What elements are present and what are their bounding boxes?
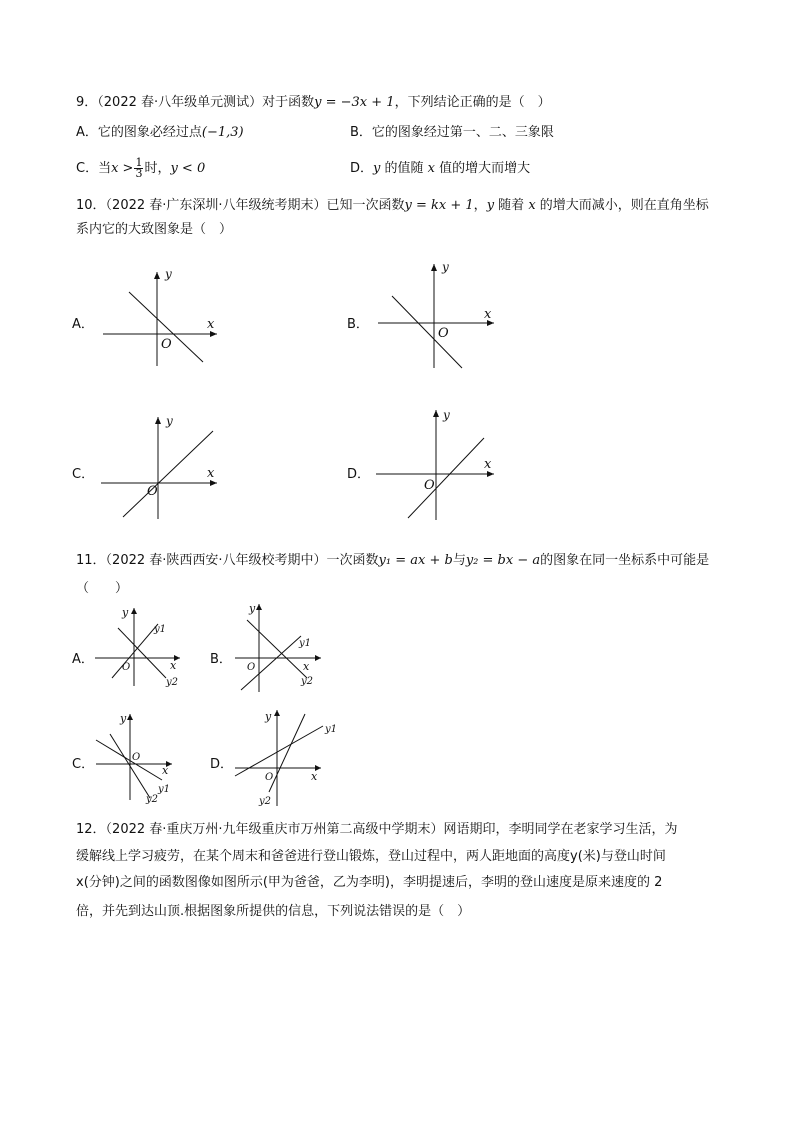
q10-stem-line1: 10．（2022 春·广东深圳·八年级统考期末）已知一次函数y = kx + 1，y 随着 x 的增大而减小，则在直角坐标 (76, 198, 709, 213)
q11-stem-line2: （ ） (76, 581, 129, 596)
origin-label: O (438, 326, 449, 341)
origin-label: O (424, 478, 435, 493)
svg-text:y: y (122, 606, 129, 619)
x-axis-label: x (207, 466, 215, 481)
fraction: $\frac{1}{3}$ (135, 156, 143, 180)
svg-text:O: O (265, 772, 274, 783)
svg-text:y: y (265, 710, 272, 723)
y-axis-label: y (166, 414, 173, 428)
q10-graph-c[interactable] (95, 413, 225, 523)
svg-text:x: x (311, 770, 318, 783)
q12-line2: 缓解线上学习疲劳，在某个周末和爸爸进行登山锻炼，登山过程中，两人距地面的高度y(米)与登山时间 (76, 849, 666, 864)
q9-option-b[interactable]: B．它的图象经过第一、二、三象限 (350, 125, 554, 140)
svg-text:O: O (122, 662, 131, 673)
svg-text:y2: y2 (301, 676, 314, 687)
svg-text:y1: y1 (299, 638, 312, 649)
svg-text:O: O (247, 662, 256, 673)
q10-stem-line2: 系内它的大致图象是（ ） (76, 222, 233, 237)
svg-text:y2: y2 (259, 796, 272, 807)
svg-text:O: O (132, 752, 141, 763)
svg-text:x: x (170, 659, 177, 672)
q11-option-d-label[interactable]: D． (210, 757, 234, 772)
svg-text:y2: y2 (166, 677, 179, 688)
q12-line4: 倍，并先到达山顶.根据图象所提供的信息，下列说法错误的是（ ） (76, 904, 471, 919)
q12-line1: 12．（2022 春·重庆万州·九年级重庆市万州第二高级中学期末）网语期印，李明同学在老家学习生活，为 (76, 822, 678, 837)
q10-option-c-label[interactable]: C． (72, 467, 95, 482)
q9-stem: 9．（2022 春·八年级单元测试）对于函数y = −3x + 1，下列结论正确的是（ ） (76, 95, 551, 110)
x-axis-label: x (484, 457, 492, 472)
origin-label: O (161, 337, 172, 352)
q11-option-c-label[interactable]: C． (72, 757, 95, 772)
q9-option-a[interactable]: A．它的图象必经过点(−1,3) (76, 125, 244, 140)
q11-option-b-label[interactable]: B． (210, 652, 232, 667)
q10-option-b-label[interactable]: B． (347, 317, 369, 332)
q11-graph-c[interactable] (92, 712, 187, 804)
svg-text:y: y (120, 712, 127, 725)
svg-text:y1: y1 (325, 724, 338, 735)
q10-graph-d[interactable] (370, 408, 500, 523)
svg-text:y1: y1 (158, 784, 171, 795)
q10-graph-b[interactable] (370, 260, 500, 375)
svg-text:y1: y1 (154, 624, 167, 635)
y-axis-label: y (443, 408, 450, 422)
y-axis-label: y (442, 260, 449, 274)
x-axis-label: x (207, 317, 215, 332)
q10-option-a-label[interactable]: A． (72, 317, 94, 332)
q11-graph-a[interactable] (92, 606, 187, 688)
q11-graph-b[interactable] (233, 602, 328, 692)
origin-label: O (147, 484, 158, 499)
q10-graph-a[interactable] (95, 266, 225, 376)
svg-text:x: x (162, 764, 169, 777)
svg-text:x: x (303, 660, 310, 673)
q9-option-d[interactable]: D．y 的值随 x 值的增大而增大 (350, 161, 531, 176)
y-axis-label: y (165, 267, 172, 281)
svg-text:y: y (249, 602, 256, 615)
q12-line3: x(分钟)之间的函数图像如图所示(甲为爸爸，乙为李明)，李明提速后，李明的登山速度是原来速度的 2 (76, 875, 663, 890)
x-axis-label: x (484, 307, 492, 322)
svg-text:y2: y2 (146, 794, 159, 805)
q11-stem-line1: 11．（2022 春·陕西西安·八年级校考期中）一次函数y₁ = ax + b与y₂ = bx − a的图象在同一坐标系中可能是 (76, 553, 710, 568)
q10-option-d-label[interactable]: D． (347, 467, 371, 482)
q9-option-c[interactable]: C．当x > $\frac{1}{3}$ 时，y < 0 (76, 156, 206, 180)
q11-graph-d[interactable] (233, 708, 343, 808)
q11-option-a-label[interactable]: A． (72, 652, 94, 667)
